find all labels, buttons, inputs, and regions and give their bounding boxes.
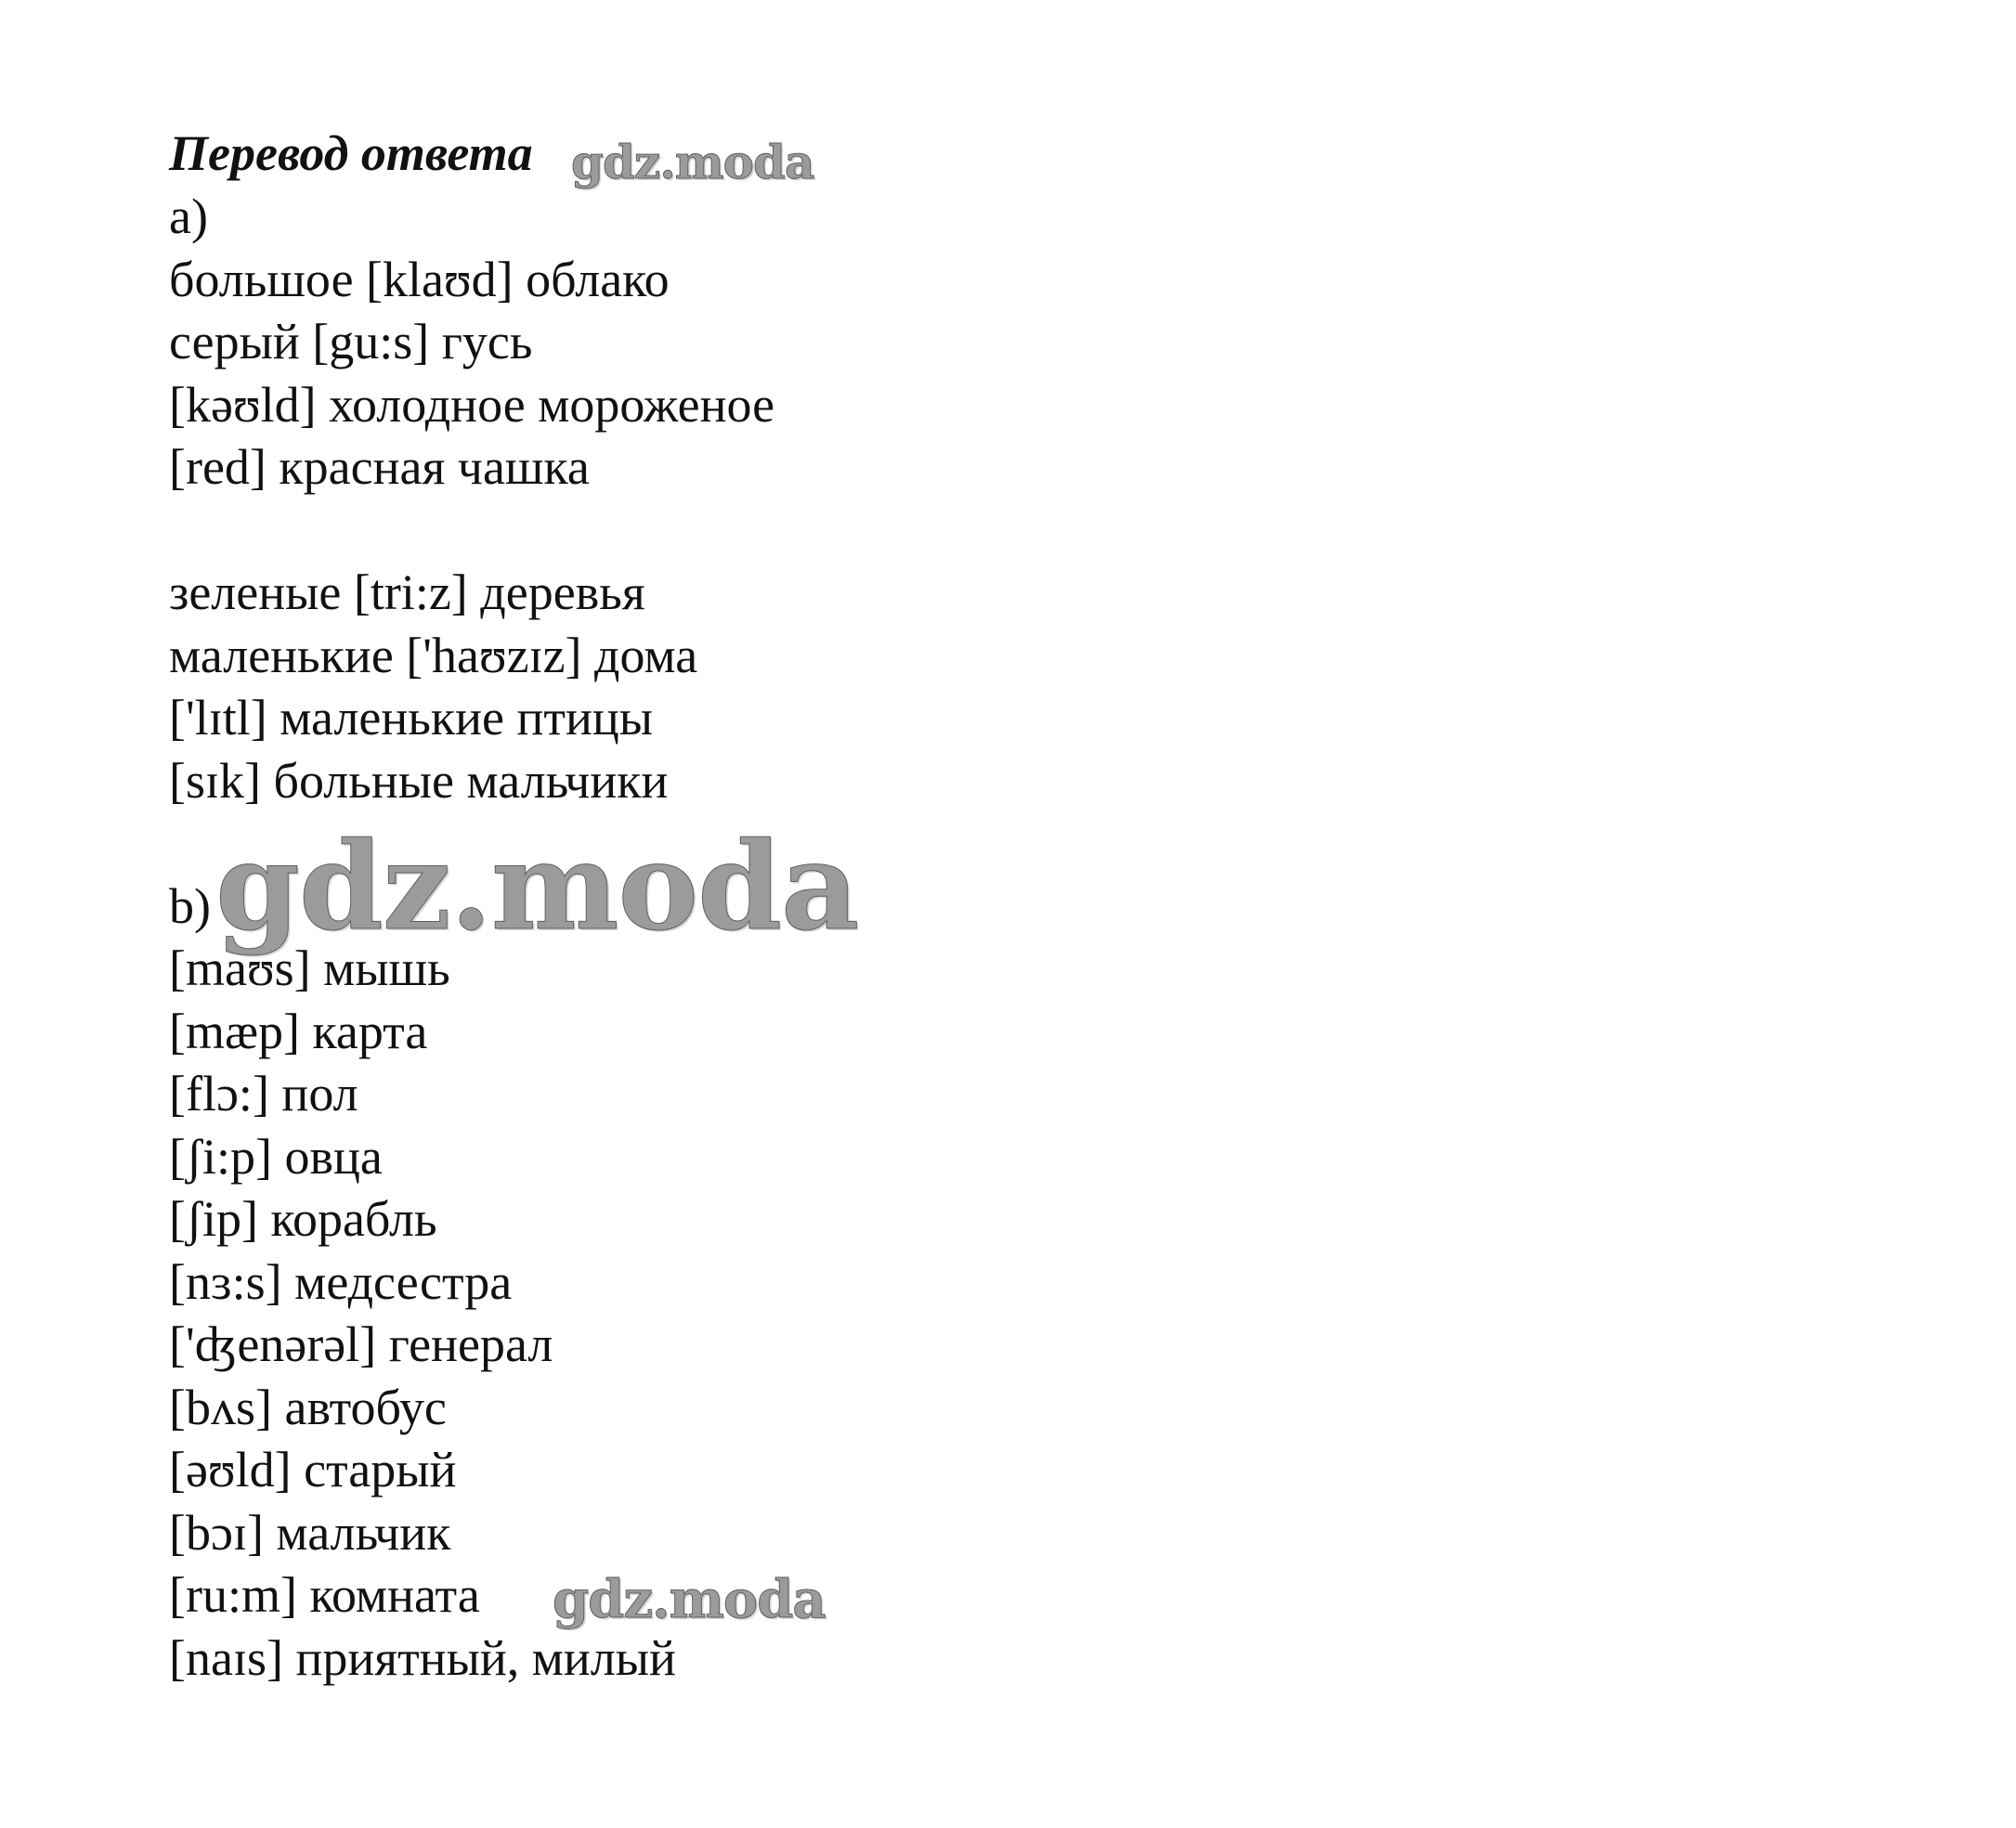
list-item: [kəʊld] холодное мороженое	[169, 376, 775, 433]
list-item: [sɪk] больные мальчики	[169, 752, 669, 809]
list-item: серый [gu:s] гусь	[169, 314, 533, 369]
list-item: ['ʤenərəl] генерал	[169, 1316, 553, 1372]
watermark-top: gdz.moda	[571, 135, 814, 189]
section-a-label: a)	[169, 188, 208, 244]
list-item: [ru:m] комната	[169, 1567, 480, 1623]
list-item: [ʃi:p] овца	[169, 1128, 383, 1185]
list-item: [flɔ:] пол	[169, 1066, 358, 1121]
list-item: маленькие ['haʊzɪz] дома	[169, 627, 698, 683]
list-item: [əʊld] старый	[169, 1442, 457, 1497]
watermark-bottom: gdz.moda	[553, 1569, 826, 1630]
answer-heading: Перевод ответа	[169, 125, 533, 181]
list-item: [red] красная чашка	[169, 439, 590, 495]
list-item: [mæp] карта	[169, 1003, 428, 1059]
watermark-large: gdz.moda	[215, 815, 859, 957]
list-item: [bɔɪ] мальчик	[169, 1504, 451, 1561]
list-item: [ʃip] корабль	[169, 1191, 437, 1247]
section-b-label: b)	[169, 877, 211, 934]
list-item: ['lɪtl] маленькие птицы	[169, 690, 654, 745]
list-item: [bʌs] автобус	[169, 1379, 447, 1435]
spacer	[169, 499, 774, 563]
list-item: большое [klaʊd] облако	[169, 251, 670, 307]
list-item: зеленые [tri:z] деревья	[169, 564, 645, 620]
list-item: [nɜ:s] медсестра	[169, 1253, 513, 1310]
list-item: [naɪs] приятный, милый	[169, 1629, 676, 1686]
list-item: [maʊs] мышь	[169, 940, 450, 996]
